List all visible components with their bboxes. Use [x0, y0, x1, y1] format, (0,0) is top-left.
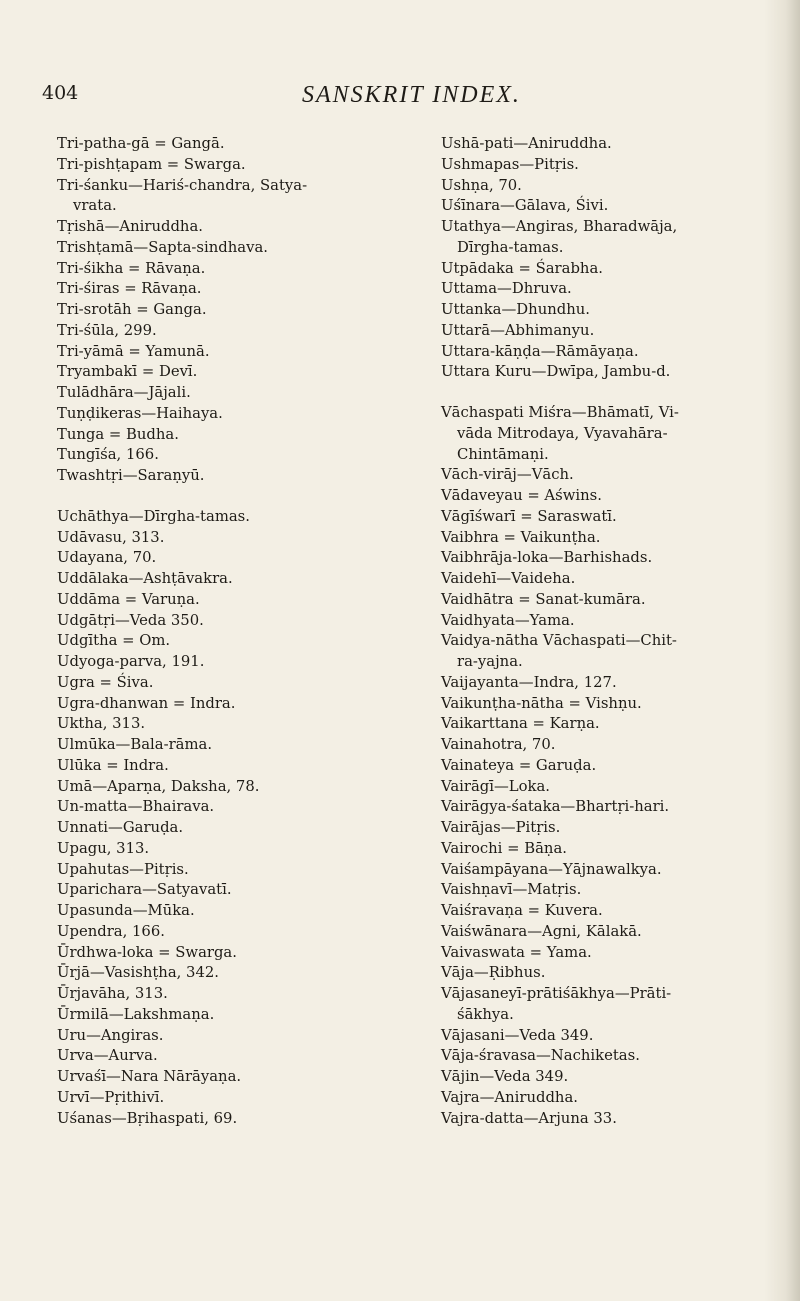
- index-entry-continuation: śākhya.: [457, 1005, 514, 1023]
- index-entry: Vairāgī—Loka.: [441, 777, 551, 795]
- running-title: SANSKRIT INDEX.: [302, 82, 521, 108]
- index-entry: Vāch-virāj—Vāch.: [441, 466, 574, 484]
- index-entry: Uttarā—Abhimanyu.: [441, 321, 595, 339]
- index-entry: Ushṇa, 70.: [441, 176, 522, 194]
- index-entry-continuation: vāda Mitrodaya, Vyavahāra-: [457, 424, 668, 442]
- index-entry: Vaikunṭha-nātha = Vishṇu.: [441, 694, 642, 712]
- index-entry: Uttanka—Dhundhu.: [441, 301, 590, 318]
- index-entry: Tuṇḍikeras—Haihaya.: [57, 404, 223, 422]
- index-entry: Vainahotra, 70.: [441, 736, 556, 753]
- right-column: [441, 134, 766, 1129]
- index-entry: Tryambakī = Devī.: [57, 363, 198, 381]
- index-entry: Tulādhāra—Jājali.: [57, 384, 191, 401]
- index-entry: Upagu, 313.: [57, 839, 150, 857]
- index-entry: Twashtṛi—Saraṇyū.: [57, 467, 205, 484]
- index-entry: Uddāma = Varuṇa.: [57, 590, 200, 608]
- index-entry: Vajra-datta—Arjuna 33.: [441, 1109, 617, 1127]
- index-entry: Udyoga-parva, 191.: [57, 653, 205, 670]
- index-entry: Vājasani—Veda 349.: [441, 1026, 594, 1044]
- index-entry: Tri-pishṭapam = Swarga.: [57, 155, 246, 173]
- index-entry: Vairājas—Pitṛis.: [441, 819, 561, 836]
- index-entry-continuation: Chintāmaṇi.: [457, 445, 549, 463]
- index-entry: Vairāgya-śataka—Bhartṛi-hari.: [441, 798, 670, 816]
- index-entry: Uttara-kāṇḍa—Rāmāyaṇa.: [441, 342, 639, 360]
- index-entry: Tri-śikha = Rāvaṇa.: [57, 259, 206, 277]
- index-entry: Ushā-pati—Aniruddha.: [441, 135, 612, 152]
- index-entry: Ulmūka—Bala-rāma.: [57, 736, 213, 753]
- index-entry: Vaiśampāyana—Yājnawalkya.: [441, 860, 662, 878]
- index-entry: Tri-śūla, 299.: [57, 321, 157, 339]
- index-entry: Vairochi = Bāṇa.: [441, 839, 567, 857]
- index-entry: Vaiśravaṇa = Kuvera.: [441, 902, 603, 919]
- left-column: [57, 134, 437, 1129]
- index-entry: Unnati—Garuḍa.: [57, 819, 184, 836]
- index-entry: Vājasaneyī-prātiśākhya—Prāti-: [441, 985, 672, 1002]
- index-entry: Vāja—Ṛibhus.: [441, 964, 546, 982]
- index-entry: Utpādaka = Śarabha.: [441, 259, 603, 277]
- index-entry: Vāja-śravasa—Nachiketas.: [441, 1047, 640, 1065]
- index-entry: Vaivaswata = Yama.: [441, 943, 592, 961]
- index-entry: Uśanas—Bṛihaspati, 69.: [57, 1109, 238, 1127]
- index-entry: Upasunda—Mūka.: [57, 902, 195, 919]
- index-entry: Udayana, 70.: [57, 549, 157, 567]
- page-edge-shadow: [764, 0, 800, 1301]
- index-entry: Tṛishā—Aniruddha.: [57, 218, 203, 235]
- index-entry: Tunga = Budha.: [57, 425, 179, 443]
- index-entry: Urvī—Pṛithivī.: [57, 1088, 165, 1106]
- index-entry: Tri-śanku—Hariś-chandra, Satya-: [57, 176, 308, 194]
- index-entry: Ushmapas—Pitṛis.: [441, 155, 579, 173]
- index-entry-continuation: Dīrgha-tamas.: [457, 238, 564, 256]
- index-entry: Uparichara—Satyavatī.: [57, 881, 232, 899]
- index-entry: Uśīnara—Gālava, Śivi.: [441, 197, 609, 215]
- index-entry: Urva—Aurva.: [57, 1047, 158, 1065]
- index-entry: Tri-yāmā = Yamunā.: [57, 342, 210, 360]
- index-entry: Upahutas—Pitṛis.: [57, 860, 189, 878]
- index-entry: Vādaveyau = Aświns.: [441, 487, 602, 504]
- index-entry-continuation: ra-yajna.: [457, 653, 523, 670]
- index-entry: Ūrjā—Vasishṭha, 342.: [57, 964, 219, 982]
- index-entry: Tri-patha-gā = Gangā.: [57, 135, 225, 152]
- index-entry: Urvaśī—Nara Nārāyaṇa.: [57, 1068, 242, 1085]
- index-entry: Udāvasu, 313.: [57, 528, 165, 546]
- index-entry: Tri-srotāh = Ganga.: [57, 301, 207, 318]
- index-entry: Vaijayanta—Indra, 127.: [441, 673, 617, 691]
- index-entry: Vāchaspati Miśra—Bhāmatī, Vi-: [441, 404, 679, 421]
- page-number: 404: [42, 82, 79, 104]
- index-entry: Vaibhra = Vaikunṭha.: [441, 528, 601, 546]
- index-entry: Utathya—Angiras, Bharadwāja,: [441, 218, 678, 235]
- index-entry: Umā—Aparṇa, Daksha, 78.: [57, 777, 260, 795]
- index-entry: Uttara Kuru—Dwīpa, Jambu-d.: [441, 363, 671, 381]
- index-entry: Upendra, 166.: [57, 922, 165, 940]
- index-entry: Uttama—Dhruva.: [441, 280, 572, 298]
- index-entry: Udgītha = Om.: [57, 632, 171, 650]
- index-entry: Vaiśwānara—Agni, Kālakā.: [441, 922, 642, 940]
- index-entry: Vāgīśwarī = Saraswatī.: [441, 507, 617, 525]
- index-entry: Ūrmilā—Lakshmaṇa.: [57, 1005, 215, 1023]
- index-entry: Ūrdhwa-loka = Swarga.: [57, 943, 237, 961]
- index-entry: Uchāthya—Dīrgha-tamas.: [57, 507, 250, 525]
- index-entry: Ugra-dhanwan = Indra.: [57, 694, 236, 712]
- index-entry: Uktha, 313.: [57, 715, 146, 733]
- index-entry: Trishṭamā—Sapta-sindhava.: [57, 238, 268, 256]
- index-entry: Ūrjavāha, 313.: [57, 985, 168, 1002]
- index-entry: Un-matta—Bhairava.: [57, 798, 215, 816]
- index-entry: Vaidhātra = Sanat-kumāra.: [441, 590, 646, 608]
- index-entry: Vainateya = Garuḍa.: [441, 756, 597, 774]
- page-header: [42, 82, 742, 112]
- index-entry: Vaikarttana = Karṇa.: [441, 715, 600, 733]
- index-entry: Vājin—Veda 349.: [441, 1068, 569, 1085]
- index-entry: Vaishṇavī—Matṛis.: [441, 881, 582, 899]
- index-entry-continuation: vrata.: [73, 197, 117, 215]
- index-entry: Vaidya-nātha Vāchaspati—Chit-: [441, 632, 677, 650]
- index-entry: Ulūka = Indra.: [57, 756, 169, 774]
- index-entry: Uru—Angiras.: [57, 1026, 164, 1044]
- index-entry: Vaidehī—Vaideha.: [441, 570, 576, 587]
- index-entry: Udgātṛi—Veda 350.: [57, 611, 204, 629]
- index-entry: Vaibhrāja-loka—Barhishads.: [441, 549, 653, 567]
- index-entry: Ugra = Śiva.: [57, 673, 154, 691]
- index-entry: Vaidhyata—Yama.: [441, 611, 575, 629]
- index-entry: Vajra—Aniruddha.: [441, 1088, 578, 1106]
- index-entry: Uddālaka—Ashṭāvakra.: [57, 570, 233, 587]
- index-entry: Tri-śiras = Rāvaṇa.: [57, 280, 202, 298]
- index-entry: Tungīśa, 166.: [57, 446, 159, 464]
